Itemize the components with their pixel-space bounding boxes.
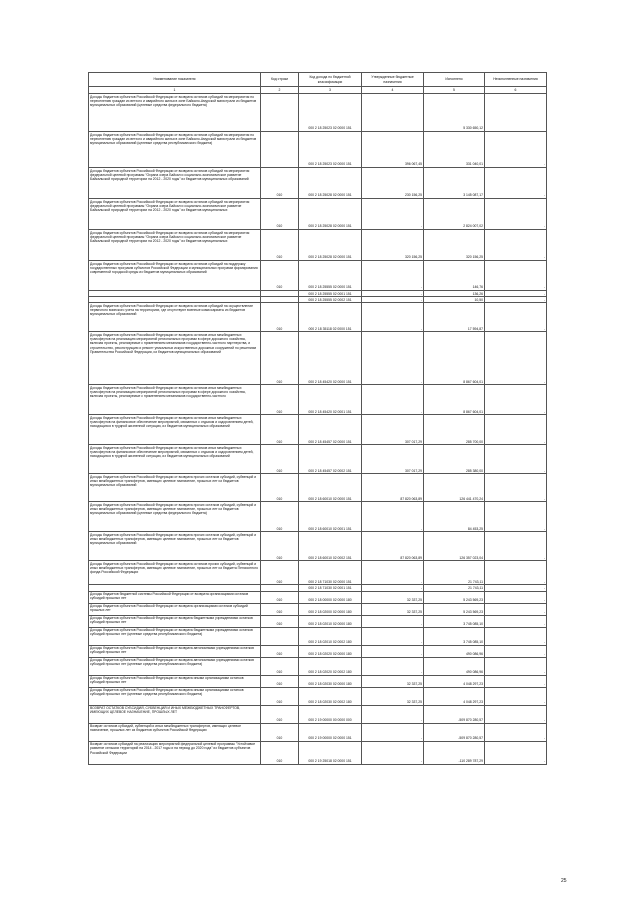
row-name: Доходы бюджетов субъектов Российской Федерации от возврата организациями остатков субсидий прошлых лет <box>89 603 261 615</box>
row-executed: 8 867 604,01 <box>424 332 485 385</box>
row-approved: 307 017,29 <box>362 445 424 474</box>
row-approved: - <box>362 199 424 230</box>
table-row <box>89 705 547 723</box>
table-row <box>89 303 547 332</box>
table-row <box>89 332 547 385</box>
row-executed: 10,50 <box>424 297 485 303</box>
row-unexecuted: - <box>485 657 547 675</box>
row-unexecuted: - <box>485 385 547 415</box>
row-kbk: 000 2 18 35118 02 0000 151 <box>299 303 362 332</box>
row-unexecuted <box>485 94 547 132</box>
row-name: Доходы бюджетов субъектов Российской Федерации от возврата остатков иных межбюджетных трансфертов на реализацию мероприятий региональных программ в сфере дорожного хозяйства, включая проекты, реализуемые с применением механизмов государственно-частного партнерства, и строительство, реконструкцию и ремонт уникальных искусственных дорожных сооружений по решениям Правительства Российской Федерации, из бюджетов муниципальных образований <box>89 332 261 385</box>
row-kbk: 000 2 18 45420 02 0000 151 <box>299 332 362 385</box>
row-unexecuted: - <box>485 199 547 230</box>
row-approved: - <box>362 261 424 291</box>
row-kbk: 000 2 18 25028 02 0000 151 <box>299 168 362 199</box>
row-approved: - <box>362 561 424 585</box>
row-name: Доходы бюджетов субъектов Российской Федерации от возврата остатков прочих субсидий, субвенций и иных межбюджетных трансфертов, имеющих целевое назначение, прошлых лет из бюджета Пенсионного фонда Российской Федерации <box>89 561 261 585</box>
row-name: Доходы бюджетов субъектов Российской Федерации от возврата остатков субсидий на мероприятия федеральной целевой программы "Охрана озера Байкал и социально-экономическое развитие Байкальской природной территории на 2012 - 2020 годы" из бюджетов муниципальных <box>89 230 261 261</box>
row-unexecuted: - <box>485 230 547 261</box>
header-approved: Утвержденные бюджетные назначения <box>362 73 424 87</box>
row-name: Доходы бюджетов субъектов Российской Федерации от возврата бюджетными учреждениями остатков субсидий прошлых лет <box>89 615 261 627</box>
row-name: Доходы бюджетов субъектов Российской Федерации от возврата иными организациями остатков субсидий прошлых лет <box>89 675 261 687</box>
row-executed: 5 243 569,23 <box>424 603 485 615</box>
row-kbk: 000 2 18 25028 02 0000 151 <box>299 199 362 230</box>
table-row <box>89 615 547 627</box>
column-number: 4 <box>362 87 424 94</box>
row-kbk: 000 2 18 45457 02 0000 151 <box>299 415 362 445</box>
row-name: Доходы бюджетов субъектов Российской Федерации от возврата прочих остатков субсидий, субвенций и иных межбюджетных трансфертов, имеющих целевое назначение, прошлых лет из бюджетов муниципальных образований <box>89 532 261 561</box>
row-approved: - <box>362 615 424 627</box>
row-unexecuted: - <box>485 723 547 741</box>
row-line-code: 010 <box>261 657 299 675</box>
row-kbk: 000 2 18 25555 02 0002 151 <box>299 297 362 303</box>
row-unexecuted: - <box>485 132 547 168</box>
row-line-code: 010 <box>261 741 299 764</box>
column-number: 5 <box>424 87 485 94</box>
row-unexecuted: - <box>485 627 547 645</box>
row-line-code: 010 <box>261 445 299 474</box>
row-executed: 490 086,96 <box>424 657 485 675</box>
table-row <box>89 445 547 474</box>
page-number: 25 <box>561 878 567 884</box>
table-row <box>89 741 547 764</box>
row-approved: - <box>362 585 424 591</box>
row-executed: 285 700,00 <box>424 415 485 445</box>
row-unexecuted: - <box>485 687 547 705</box>
row-name: Доходы бюджетов субъектов Российской Федерации от возврата автономными учреждениями остатков субсидий прошлых лет (целевые средства республиканского бюджета) <box>89 657 261 675</box>
row-approved: 87 820 063,89 <box>362 532 424 561</box>
row-unexecuted: - <box>485 445 547 474</box>
row-kbk: 000 2 18 60010 02 0002 151 <box>299 532 362 561</box>
row-line-code: 010 <box>261 561 299 585</box>
row-unexecuted: - <box>485 591 547 603</box>
table-row <box>89 385 547 415</box>
row-line-code: 010 <box>261 723 299 741</box>
table-row <box>89 94 547 132</box>
row-line-code: 010 <box>261 415 299 445</box>
row-unexecuted: - <box>485 332 547 385</box>
row-unexecuted: - <box>485 615 547 627</box>
budget-income-table <box>88 72 547 765</box>
row-name: Возврат остатков субсидий, субвенций и иных межбюджетных трансфертов, имеющих целевое назначение, прошлых лет из бюджетов субъектов Российской Федерации <box>89 723 261 741</box>
row-kbk: 000 2 18 60010 02 0000 151 <box>299 474 362 502</box>
row-kbk: 000 2 18 02030 02 0002 180 <box>299 687 362 705</box>
row-approved: - <box>362 657 424 675</box>
row-line-code: 010 <box>261 199 299 230</box>
column-number-row <box>89 87 547 94</box>
row-approved: 230 156,25 <box>362 168 424 199</box>
table-row <box>89 132 547 168</box>
row-executed: 4 048 297,23 <box>424 687 485 705</box>
row-executed: 17 594,87 <box>424 303 485 332</box>
column-number: 2 <box>261 87 299 94</box>
row-approved: - <box>362 723 424 741</box>
row-unexecuted: - <box>485 585 547 591</box>
table-row <box>89 723 547 741</box>
row-executed: 5 243 569,23 <box>424 591 485 603</box>
row-name: Доходы бюджетов субъектов Российской Федерации от возврата остатков иных межбюджетных трансфертов на финансовое обеспечение мероприятий, связанных с отдыхом и оздоровлением детей, находящихся в трудной жизненной ситуации, из бюджетов муниципальных образований <box>89 445 261 474</box>
table-row <box>89 657 547 675</box>
row-kbk: 000 2 18 02000 02 0000 180 <box>299 603 362 615</box>
row-unexecuted: - <box>485 645 547 657</box>
row-kbk: 000 2 18 71030 02 0000 151 <box>299 561 362 585</box>
row-line-code: 010 <box>261 675 299 687</box>
row-approved <box>362 94 424 132</box>
row-name: ВОЗВРАТ ОСТАТКОВ СУБСИДИЙ, СУБВЕНЦИЙ И ИНЫХ МЕЖБЮДЖЕТНЫХ ТРАНСФЕРТОВ, ИМЕЮЩИХ ЦЕЛЕВОЕ НАЗНАЧЕНИЕ, ПРОШЛЫХ ЛЕТ <box>89 705 261 723</box>
row-executed: -509 870 280,57 <box>424 705 485 723</box>
row-name: Доходы бюджетов субъектов Российской Федерации от возврата остатков субсидий на мероприятия федеральной целевой программы "Охрана озера Байкал и социально-экономическое развитие Байкальской природной территории на 2012 - 2020 годы" из бюджетов муниципальных <box>89 199 261 230</box>
row-executed: 490 086,96 <box>424 645 485 657</box>
row-line-code: 010 <box>261 303 299 332</box>
row-line-code: 010 <box>261 532 299 561</box>
row-executed: 21 743,11 <box>424 585 485 591</box>
row-executed: 21 743,11 <box>424 561 485 585</box>
row-executed: 5 330 650,12 <box>424 94 485 132</box>
row-approved: - <box>362 303 424 332</box>
row-unexecuted: - <box>485 705 547 723</box>
table-row <box>89 627 547 645</box>
row-line-code: 010 <box>261 591 299 603</box>
row-executed: 4 048 297,23 <box>424 675 485 687</box>
row-name: Доходы бюджетов субъектов Российской Федерации от возврата прочих остатков субсидий, субвенций и иных межбюджетных трансфертов, имеющих целевое назначение, прошлых лет из бюджетов муниципальных образований (целевые средства федерального бюджета) <box>89 502 261 532</box>
table-row <box>89 675 547 687</box>
row-kbk: 000 2 18 45457 02 0002 151 <box>299 445 362 474</box>
row-approved: 307 017,29 <box>362 415 424 445</box>
row-approved: 32 337,25 <box>362 687 424 705</box>
row-executed: 126 441 470,24 <box>424 474 485 502</box>
row-line-code: 010 <box>261 645 299 657</box>
row-kbk: 000 2 18 02030 02 0000 180 <box>299 675 362 687</box>
row-name: Доходы бюджетов субъектов Российской Федерации от возврата автономными учреждениями остатков субсидий прошлых лет <box>89 645 261 657</box>
report-sheet <box>88 72 546 765</box>
row-approved: - <box>362 291 424 297</box>
table-row <box>89 603 547 615</box>
row-line-code: 010 <box>261 687 299 705</box>
row-approved: - <box>362 332 424 385</box>
table-row <box>89 532 547 561</box>
table-row <box>89 645 547 657</box>
row-line-code: 010 <box>261 705 299 723</box>
row-name: Доходы бюджетов субъектов Российской Федерации от возврата остатков иных межбюджетных трансфертов на реализацию мероприятий региональных программ в сфере дорожного хозяйства, включая проекты, реализуемые с применением механизмов государственно-частного <box>89 385 261 415</box>
row-line-code: 010 <box>261 615 299 627</box>
row-line-code: 010 <box>261 474 299 502</box>
table-row <box>89 474 547 502</box>
table-row <box>89 230 547 261</box>
table-row <box>89 591 547 603</box>
row-executed: 320 156,25 <box>424 230 485 261</box>
row-name: Доходы бюджетов субъектов Российской Федерации от возврата остатков субсидий на мероприятия федеральной целевой программы "Охрана озера Байкал и социально-экономическое развитие Байкальской природной территории на 2012 - 2020 годы" из бюджетов муниципальных образований <box>89 168 261 199</box>
table-body <box>89 94 547 765</box>
row-approved: - <box>362 502 424 532</box>
row-approved: 320 156,25 <box>362 230 424 261</box>
row-line-code: 010 <box>261 603 299 615</box>
row-executed: 146,76 <box>424 261 485 291</box>
row-name: Доходы бюджетов субъектов Российской Федерации от возврата прочих остатков субсидий, субвенций и иных межбюджетных трансфертов, имеющих целевое назначение, прошлых лет из бюджетов муниципальных образований <box>89 474 261 502</box>
row-kbk: 000 2 18 02010 02 0000 180 <box>299 615 362 627</box>
row-executed: 3 145 087,17 <box>424 168 485 199</box>
row-executed: 136,26 <box>424 291 485 297</box>
column-number: 1 <box>89 87 261 94</box>
row-name: Доходы бюджетов субъектов Российской Федерации от возврата бюджетными учреждениями остатков субсидий прошлых лет (целевые средства республиканского бюджета) <box>89 627 261 645</box>
column-number: 3 <box>299 87 362 94</box>
row-name: Доходы бюджетов субъектов Российской Федерации от возврата остатков субсидий на мероприятия по переселению граждан из ветхого и аварийного жилья в зоне Байкало-Амурской магистрали из бюджетов муниципальных образований (целевые средства федерального бюджета) <box>89 94 261 132</box>
row-unexecuted: - <box>485 168 547 199</box>
row-unexecuted: - <box>485 261 547 291</box>
row-executed: -110 289 787,29 <box>424 741 485 764</box>
row-kbk: 000 2 19 00000 00 0000 000 <box>299 705 362 723</box>
row-unexecuted: - <box>485 741 547 764</box>
row-kbk: 000 2 18 45420 02 0001 151 <box>299 385 362 415</box>
row-approved: - <box>362 385 424 415</box>
header-executed: Исполнено <box>424 73 485 87</box>
row-executed: 285 380,00 <box>424 445 485 474</box>
row-name: Доходы бюджетов субъектов Российской Федерации от возврата остатков субсидий на мероприятия по переселению граждан из ветхого и аварийного жилья в зоне Байкало-Амурской магистрали из бюджетов муниципальных образований (целевые средства республиканского бюджета) <box>89 132 261 168</box>
row-kbk: 000 2 18 25023 02 0000 151 <box>299 132 362 168</box>
table-header-row <box>89 73 547 87</box>
row-kbk: 000 2 18 71030 02 0001 151 <box>299 585 362 591</box>
header-kbk: Код дохода по бюджетной классификации <box>299 73 362 87</box>
row-line-code <box>261 94 299 132</box>
row-approved: - <box>362 705 424 723</box>
row-kbk: 000 2 18 25555 02 0000 151 <box>299 261 362 291</box>
row-line-code: 010 <box>261 261 299 291</box>
row-approved: - <box>362 627 424 645</box>
table-row <box>89 687 547 705</box>
row-name: Доходы бюджетов субъектов Российской Федерации от возврата иными организациями остатков субсидий прошлых лет (целевые средства республиканского бюджета) <box>89 687 261 705</box>
row-approved: 396 067,45 <box>362 132 424 168</box>
row-executed: 126 357 023,04 <box>424 532 485 561</box>
header-line-code: Код строки <box>261 73 299 87</box>
row-line-code: 010 <box>261 332 299 385</box>
row-kbk: 000 2 18 25023 02 0000 151 <box>299 94 362 132</box>
row-kbk: 000 2 18 60010 02 0001 151 <box>299 502 362 532</box>
row-unexecuted: - <box>485 532 547 561</box>
row-executed: 3 745 085,10 <box>424 627 485 645</box>
row-approved: 32 337,25 <box>362 675 424 687</box>
table-row <box>89 261 547 291</box>
table-row <box>89 199 547 230</box>
row-unexecuted: - <box>485 675 547 687</box>
row-line-code: 010 <box>261 385 299 415</box>
row-kbk: 000 2 19 00000 02 0000 151 <box>299 723 362 741</box>
row-unexecuted: - <box>485 603 547 615</box>
row-approved: - <box>362 645 424 657</box>
row-executed: 3 745 085,10 <box>424 615 485 627</box>
row-line-code <box>261 132 299 168</box>
table-row <box>89 415 547 445</box>
row-unexecuted: - <box>485 415 547 445</box>
row-executed: -509 870 280,57 <box>424 723 485 741</box>
row-kbk: 000 2 18 00000 02 0000 180 <box>299 591 362 603</box>
row-unexecuted: - <box>485 297 547 303</box>
row-kbk: 000 2 18 02020 02 0000 180 <box>299 645 362 657</box>
row-name: Доходы бюджетов субъектов Российской Федерации от возврата остатков иных межбюджетных трансфертов на финансовое обеспечение мероприятий, связанных с отдыхом и оздоровлением детей, находящихся в трудной жизненной ситуации, из бюджетов муниципальных образований <box>89 415 261 445</box>
row-line-code: 010 <box>261 502 299 532</box>
row-name: Возврат остатков субсидий на реализацию мероприятий федеральной целевой программы "Устойчивое развитие сельских территорий на 2014 - 2017 годы и на период до 2020 года" из бюджетов субъектов Российской Федерации <box>89 741 261 764</box>
row-unexecuted: - <box>485 291 547 297</box>
row-name: Доходы бюджетов бюджетной системы Российской Федерации от возврата организациями остатков субсидий прошлых лет <box>89 591 261 603</box>
row-line-code: 010 <box>261 230 299 261</box>
table-row <box>89 168 547 199</box>
row-approved: 87 820 063,89 <box>362 474 424 502</box>
row-kbk: 000 2 19 25018 02 0000 151 <box>299 741 362 764</box>
row-unexecuted: - <box>485 502 547 532</box>
row-kbk: 000 2 18 25028 02 0000 151 <box>299 230 362 261</box>
table-row <box>89 561 547 585</box>
row-kbk: 000 2 18 25555 02 0001 151 <box>299 291 362 297</box>
row-unexecuted: - <box>485 561 547 585</box>
row-name: Доходы бюджетов субъектов Российской Федерации от возврата остатков субсидий на поддержку государственных программ субъектов Российской Федерации и муниципальных программ формирования современной городской среды из бюджетов муниципальных образований <box>89 261 261 291</box>
header-name: Наименование показателя <box>89 73 261 87</box>
row-name: Доходы бюджетов субъектов Российской Федерации от возврата остатков субсидий на осуществление первичного воинского учета на территориях, где отсутствуют военные комиссариаты из бюджетов муниципальных образований <box>89 303 261 332</box>
row-line-code: 010 <box>261 168 299 199</box>
row-approved: 32 337,25 <box>362 603 424 615</box>
table-row <box>89 502 547 532</box>
row-unexecuted: - <box>485 474 547 502</box>
row-unexecuted: - <box>485 303 547 332</box>
row-executed: 2 824 007,02 <box>424 199 485 230</box>
row-approved: 32 337,25 <box>362 591 424 603</box>
row-executed: 8 867 604,01 <box>424 385 485 415</box>
row-approved: - <box>362 297 424 303</box>
row-line-code <box>261 627 299 645</box>
row-kbk: 000 2 18 02010 02 0002 180 <box>299 627 362 645</box>
row-executed: 331 040,01 <box>424 132 485 168</box>
row-executed: 84 453,25 <box>424 502 485 532</box>
row-kbk: 000 2 18 02020 02 0002 180 <box>299 657 362 675</box>
header-unexecuted: Неисполненные назначения <box>485 73 547 87</box>
column-number: 6 <box>485 87 547 94</box>
row-approved: - <box>362 741 424 764</box>
